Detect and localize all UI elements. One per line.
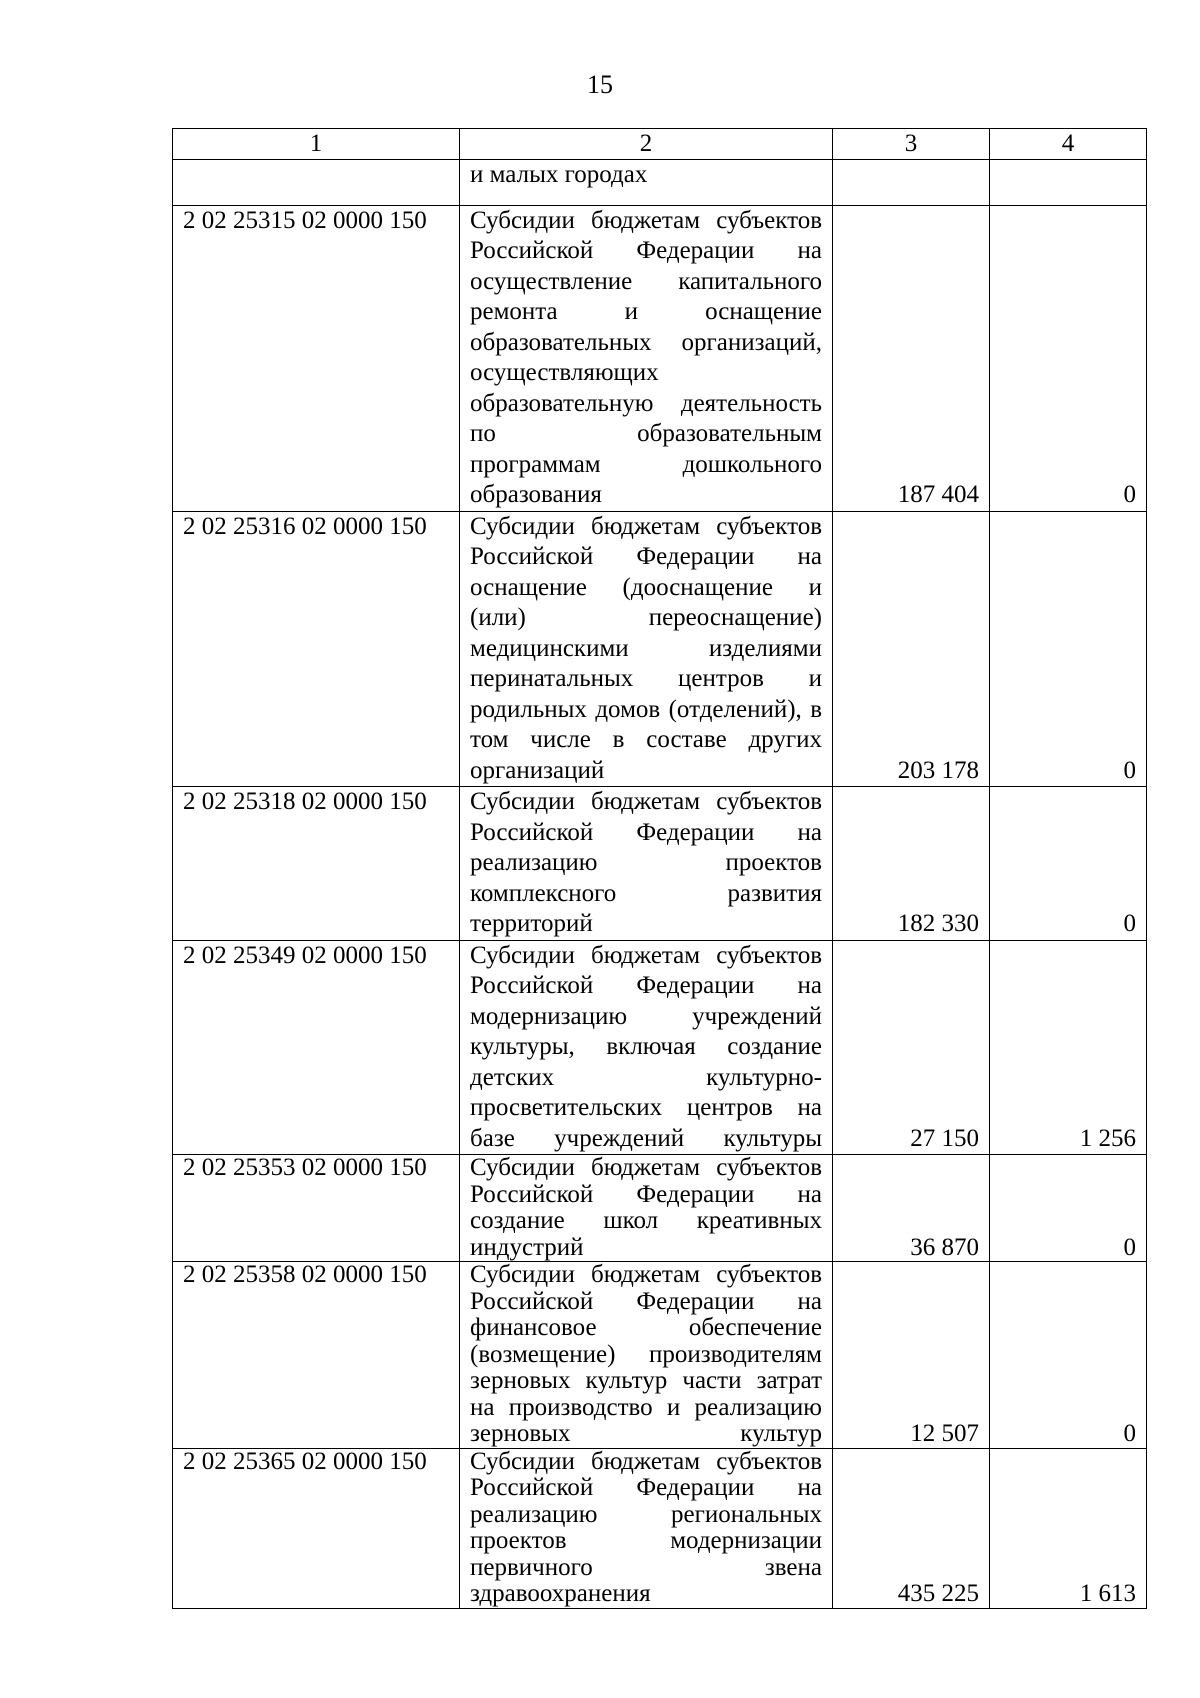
table-header bbox=[173, 129, 1147, 160]
row-code bbox=[173, 160, 460, 206]
row-code: 2 02 25349 02 0000 150 bbox=[173, 940, 460, 1155]
row-description: Субсидии бюджетам субъектов Российской Федерации на финансовое обеспечение (возмещение) производителям зерновых культур части затрат на производство и реализацию зерновых культур bbox=[460, 1262, 833, 1449]
row-col4-value: 1 613 bbox=[990, 1448, 1147, 1608]
header-col-2: 2 bbox=[460, 129, 833, 160]
row-col4-value bbox=[990, 160, 1147, 206]
row-col3-value: 36 870 bbox=[833, 1155, 990, 1262]
table-row bbox=[173, 1155, 1147, 1262]
row-col3-value: 187 404 bbox=[833, 205, 990, 511]
row-description: и малых городах bbox=[460, 160, 833, 206]
header-row bbox=[173, 129, 1147, 160]
row-col3-value: 12 507 bbox=[833, 1262, 990, 1449]
page-number: 15 bbox=[587, 70, 613, 99]
header-col-1: 1 bbox=[173, 129, 460, 160]
row-col3-value: 27 150 bbox=[833, 940, 990, 1155]
row-description: Субсидии бюджетам субъектов Российской Федерации на осуществление капитального ремонта и оснащение образовательных организаций, осуществляющих образовательную деятельность по образовательным программам дошкольного образования bbox=[460, 205, 833, 511]
row-col3-value bbox=[833, 160, 990, 206]
table-body bbox=[173, 160, 1147, 1609]
table-row bbox=[173, 160, 1147, 206]
row-description: Субсидии бюджетам субъектов Российской Федерации на оснащение (дооснащение и (или) переоснащение) медицинскими изделиями перинатальных центров и родильных домов (отделений), в том числе в составе других организаций bbox=[460, 511, 833, 787]
header-col-4: 4 bbox=[990, 129, 1147, 160]
row-code: 2 02 25316 02 0000 150 bbox=[173, 511, 460, 787]
row-description: Субсидии бюджетам субъектов Российской Федерации на модернизацию учреждений культуры, включая создание детских культурно-просветительских центров на базе учреждений культуры bbox=[460, 940, 833, 1155]
row-code: 2 02 25315 02 0000 150 bbox=[173, 205, 460, 511]
table-row bbox=[173, 511, 1147, 787]
row-col3-value: 435 225 bbox=[833, 1448, 990, 1608]
row-col4-value: 0 bbox=[990, 1262, 1147, 1449]
row-code: 2 02 25358 02 0000 150 bbox=[173, 1262, 460, 1449]
row-code: 2 02 25318 02 0000 150 bbox=[173, 787, 460, 941]
table-row bbox=[173, 1448, 1147, 1608]
row-code: 2 02 25365 02 0000 150 bbox=[173, 1448, 460, 1608]
header-col-3: 3 bbox=[833, 129, 990, 160]
row-col4-value: 1 256 bbox=[990, 940, 1147, 1155]
row-description: Субсидии бюджетам субъектов Российской Федерации на создание школ креативных индустрий bbox=[460, 1155, 833, 1262]
table-row bbox=[173, 205, 1147, 511]
table-row bbox=[173, 940, 1147, 1155]
row-col4-value: 0 bbox=[990, 511, 1147, 787]
table-row bbox=[173, 1262, 1147, 1449]
row-description: Субсидии бюджетам субъектов Российской Федерации на реализацию региональных проектов модернизации первичного звена здравоохранения bbox=[460, 1448, 833, 1608]
row-col4-value: 0 bbox=[990, 205, 1147, 511]
budget-table bbox=[172, 128, 1147, 1609]
row-code: 2 02 25353 02 0000 150 bbox=[173, 1155, 460, 1262]
row-col3-value: 203 178 bbox=[833, 511, 990, 787]
row-col4-value: 0 bbox=[990, 787, 1147, 941]
row-col3-value: 182 330 bbox=[833, 787, 990, 941]
row-description: Субсидии бюджетам субъектов Российской Федерации на реализацию проектов комплексного развития территорий bbox=[460, 787, 833, 941]
table-row bbox=[173, 787, 1147, 941]
row-col4-value: 0 bbox=[990, 1155, 1147, 1262]
